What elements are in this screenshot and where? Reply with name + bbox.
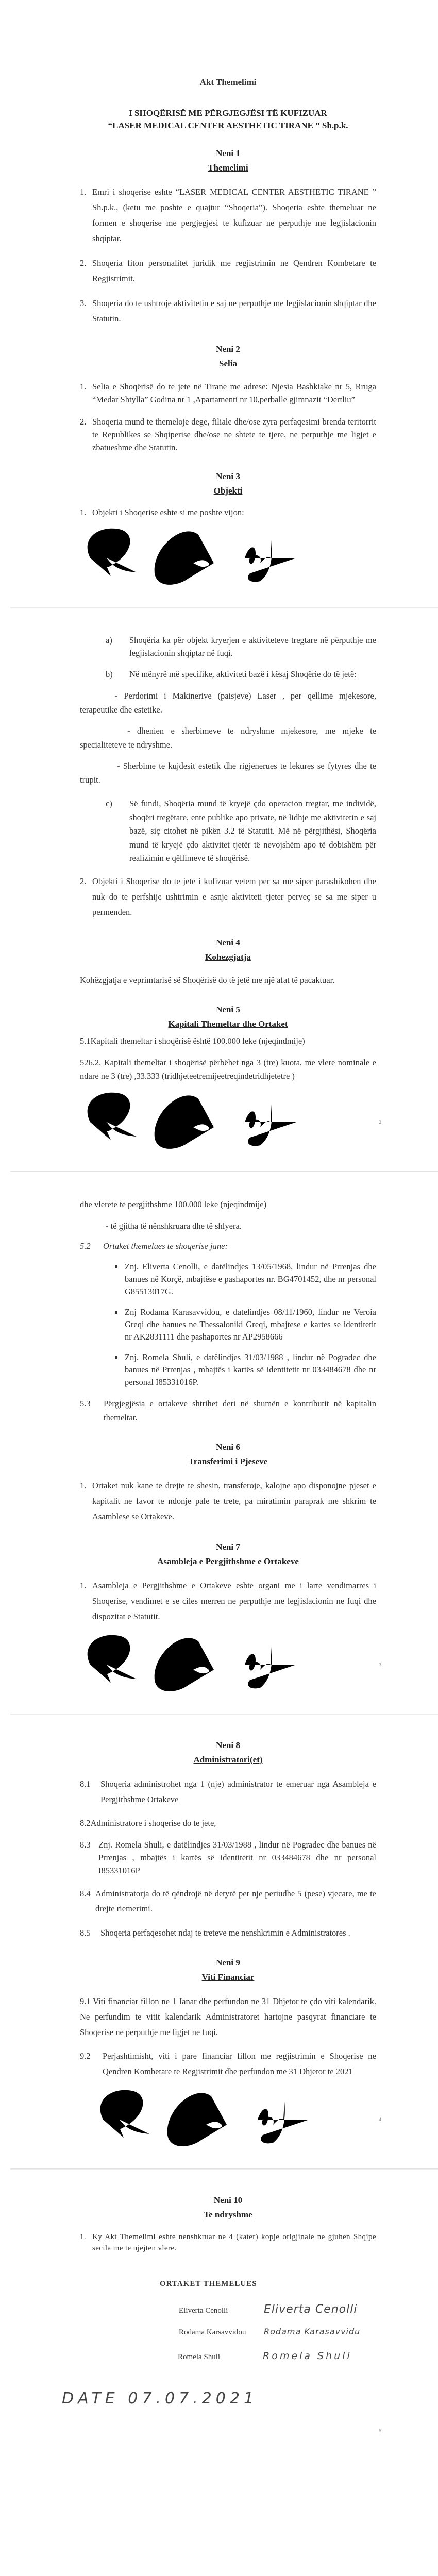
article-1-item-1-row: [80, 184, 376, 246]
article-1-item-1: Emri i shoqerise eshte “LASER MEDICAL CENTER AESTHETIC TIRANE ” Sh.p.k., (ketu me poshte e quajtur “Shoqeria”). Shoqeria eshte themeluar ne formen e shoqerise me pergjegjesi te kufizuar ne perputhje me legjislacionin shqiptar.: [92, 187, 376, 243]
article-8-p85: Shoqeria perfaqesohet ndaj te treteve me nenshkrimin e Administratores .: [100, 1927, 350, 1938]
article-3-item-c: Së fundi, Shoqëria mund të kryejë çdo operacion tregtar, me individë, shoqëri tregëtare, ente publike apo private, në lidhje me aktivitetin e saj bazë, siç citohet në pikën 3.2 të Statutit. Më në përgjithësi, Shoqëria mund të kryejë çdo aktivitet tjetër të nevojshëm apo të dobishëm për realizimin e qëllimeve të shoqërisë.: [129, 799, 376, 863]
partner-row: [115, 1306, 376, 1343]
article-7-item-1-row: [80, 1578, 376, 1624]
signatures: [80, 527, 296, 589]
activity-item: - Perdorimi i Makinerive (paisjeve) Laser , per qellime mjekesore, terapeutike dhe estetike.: [80, 691, 376, 715]
page-break: [10, 1714, 438, 1715]
section-number: 8.1: [80, 1778, 91, 1789]
section-number: 8.3: [80, 1839, 91, 1850]
article-3-item-1: Objekti i Shoqerise eshte si me poshte vijon:: [92, 507, 244, 517]
signatures: [93, 2089, 309, 2150]
list-number: 1.: [80, 1480, 87, 1490]
article-5-p52-row: [80, 1241, 376, 1251]
article-10-item-1: Ky Akt Themelimi eshte nenshkruar ne 4 (kater) kopje origjinale ne gjuhen Shqipe secila me te njejten vlere.: [92, 2232, 376, 2252]
article-6-item-1: Ortaket nuk kane te drejte te shesin, transferoje, kalojne apo disponojne pjeset e kapitalit ne favor te ndonje pale te trete, pa miratimin paraprak me shkrim te Asamblese se Ortakeve.: [92, 1480, 376, 1521]
article-8-p84: Administratorja do të qëndrojë në detyrë per nje periudhe 5 (pese) vjecare, me te drejte riemerimi.: [95, 1888, 376, 1913]
page-break: [10, 607, 438, 608]
article-8-p82: 8.2Administratore i shoqerise do te jete,: [80, 1818, 216, 1828]
partner-row: [115, 1351, 376, 1388]
article-8-title: Administratori(et): [193, 1754, 263, 1765]
article-9-p92-row: [80, 2048, 376, 2079]
article-3-item-1-row: [80, 507, 376, 518]
activity-item: - Sherbime te kujdesit estetik dhe rigjenerues te lekures se fytyres dhe te trupit.: [80, 761, 376, 785]
article-10-title: Te ndryshme: [204, 2209, 252, 2219]
article-6-item-1-row: [80, 1478, 376, 1524]
founders-block: [0, 2280, 376, 2408]
founder-row: [178, 2350, 376, 2374]
signature-row: [80, 1091, 381, 1156]
article-7-item-1: Asambleja e Pergjithshme e Ortakeve eshte organi me i larte vendimarres i Shoqerise, vendimet e se ciles merren ne perputhje me legjislacionin ne fuqi dhe dispozitat e Statutit.: [92, 1580, 376, 1621]
article-5-p53: Përgjegjësia e ortakeve shtrihet deri në shumën e kontributit në kapitalin themeltar.: [104, 1398, 376, 1422]
partner-item: Znj Rodama Karasavvidou, e datelindjes 08/11/1960, lindur ne Veroia Greqi dhe banues ne Thessaloniki Greqi, mbajtese e kartes se identitetit nr AK2831111 dhe pashaportes nr AP2958666: [125, 1307, 376, 1342]
company-title-line-1: I SHOQËRISË ME PËRGJEGJËSI TË KUFIZUAR: [129, 108, 327, 118]
article-1-item-2: Shoqeria fiton personalitet juridik me regjistrimin ne Qendren Kombetare te Regjistrimit.: [92, 258, 376, 283]
page-number: 2: [379, 1119, 381, 1125]
page-number: 3: [379, 1662, 381, 1667]
list-number: 2.: [80, 417, 87, 427]
article-3-item-2-row: [80, 874, 376, 920]
article-3-item-2: Objekti i Shoqerise do te jete i kufizuar vetem per sa me siper parashikohen dhe nuk do te perfshije ushtrimin e asnje aktiviteti tjeter perveç se sa me siper u permenden.: [92, 876, 376, 917]
page-number: 5: [379, 2428, 381, 2433]
article-3-item-b-row: [106, 668, 376, 681]
article-5-p52: Ortaket themelues te shoqerise jane:: [103, 1241, 228, 1251]
article-6-number: Neni 6: [216, 1442, 240, 1452]
article-1-title: Themelimi: [208, 163, 248, 173]
page-break: [10, 2168, 438, 2170]
article-5-paid: - të gjitha të nënshkruara dhe të shlyera.: [106, 1221, 242, 1231]
page-footer: [80, 2408, 381, 2449]
article-4-title: Kohezgjatja: [205, 952, 251, 962]
article-7-title: Asambleja e Pergjithshme e Ortakeve: [157, 1556, 299, 1566]
signature-row: [80, 1634, 381, 1698]
section-number: 5.2: [80, 1241, 91, 1251]
article-9-number: Neni 9: [216, 1957, 240, 1968]
article-8-p83: Znj. Romela Shuli, e datëlindjes 31/03/1988 , lindur në Pogradec dhe banues në Prrenjas , mbajtës i kartës së identitetit nr 033484678 dhe nr personal I85331016P: [98, 1839, 376, 1875]
founders-title: ORTAKET THEMELUES: [160, 2279, 257, 2288]
bullet-icon: [115, 1265, 117, 1268]
article-5-p53-row: [80, 1397, 376, 1425]
article-7-number: Neni 7: [216, 1541, 240, 1552]
section-number: 9.2: [80, 2050, 91, 2061]
article-8-number: Neni 8: [216, 1740, 240, 1750]
article-3-title: Objekti: [213, 486, 243, 496]
handwritten-name: Eliverta Cenolli: [264, 2302, 358, 2316]
article-2-item-1-row: [80, 380, 376, 406]
article-2-title: Selia: [219, 359, 237, 368]
article-8-p81-row: [80, 1776, 376, 1807]
bullet-icon: [115, 1356, 117, 1359]
article-9-p91: 9.1 Viti financiar fillon ne 1 Janar dhe perfundon ne 31 Dhjetor te çdo viti kalendarik. Ne perfundim te vitit kalendarik Administratoret hartojne pasqyrat financiare te Shoqerise ne perputhje me ligjet ne fuqi.: [80, 1996, 376, 2037]
founder-name: Eliverta Cenolli: [179, 2306, 228, 2315]
bullet-icon: [115, 1311, 117, 1314]
signatures: [80, 1634, 296, 1696]
article-8-p83-row: [80, 1838, 376, 1877]
article-2-item-2: Shoqeria mund te themeloje dege, filiale dhe/ose zyra perfaqesimi brenda teritorrit te Republikes se Shqiperise dhe/ose ne shtete te tjere, ne perputhje me ligjet e zbatueshme dhe Statutin.: [92, 417, 376, 452]
founder-row: [179, 2303, 376, 2327]
list-number: 1.: [80, 1580, 87, 1590]
list-letter: c): [106, 799, 112, 808]
list-letter: b): [106, 669, 113, 679]
signatures: [80, 1091, 296, 1153]
handwritten-date: DATE 07.07.2021: [62, 2389, 258, 2408]
article-9-p92: Perjashtimisht, viti i pare financiar fillon me regjistrimin e Shoqerise ne Qendren Kombetare te Regjistrimit dhe perfundon me 31 Dhjetor te 2021: [103, 2050, 376, 2076]
list-number: 1.: [80, 187, 87, 197]
list-number: 1.: [80, 507, 87, 517]
list-number: 2.: [80, 258, 87, 268]
article-2-number: Neni 2: [216, 344, 240, 354]
founder-row: [179, 2327, 376, 2350]
handwritten-name: Rodama Karasavvidu: [264, 2326, 361, 2336]
article-5-p526-cont: dhe vlerete te pergjithshme 100.000 leke (njeqindmije): [80, 1199, 267, 1209]
document-title: Akt Themelimi: [199, 77, 257, 87]
section-number: 8.5: [80, 1927, 91, 1938]
page-break: [10, 1171, 438, 1172]
handwritten-name: Romela Shuli: [263, 2350, 352, 2362]
article-6-title: Transferimi i Pjeseve: [188, 1456, 268, 1466]
article-1-number: Neni 1: [216, 148, 240, 158]
article-4-text: Kohëzgjatja e veprimtarisë së Shoqërisë do të jetë me një afat të pacaktuar.: [80, 975, 335, 985]
article-5-p526: 526.2. Kapitali themeltar i shoqërisë përbëhet nga 3 (tre) kuota, me vlere nominale e ndare ne 3 (tre) ,33.333 (tridhjeteetremijeetreqindetridhjetetre ): [80, 1057, 376, 1081]
founder-name: Romela Shuli: [178, 2352, 221, 2361]
section-number: 8.4: [80, 1888, 91, 1899]
article-3-item-b: Në mënyrë më specifike, aktiviteti bazë i kësaj Shoqërie do të jetë:: [129, 669, 357, 679]
signature-row: [80, 2089, 381, 2153]
list-number: 3.: [80, 298, 87, 308]
article-5-number: Neni 5: [216, 1004, 240, 1014]
article-2-item-2-row: [80, 415, 376, 454]
article-1-item-2-row: [80, 256, 376, 286]
partner-row: [115, 1261, 376, 1298]
list-letter: a): [106, 635, 112, 645]
activity-item: - dhenien e sherbimeve te ndryshme mjekesore, me mjeke te specialiteteve te ndryshme.: [80, 726, 376, 750]
article-8-p81: Shoqeria administrohet nga 1 (nje) administrator te emeruar nga Asambleja e Pergjithshme Ortakeve: [100, 1778, 376, 1804]
page-number: 4: [379, 2116, 381, 2122]
article-4-number: Neni 4: [216, 937, 240, 947]
founder-name: Rodama Karsavvidou: [179, 2328, 246, 2336]
article-5-title: Kapitali Themeltar dhe Ortaket: [168, 1019, 288, 1029]
article-3-item-c-row: [106, 797, 376, 866]
article-1-item-3-row: [80, 296, 376, 327]
article-2-item-1: Selia e Shoqërisë do te jete në Tirane me adrese: Njesia Bashkiake nr 5, Rruga “Medar Shtylla” Godina nr 1 ,Apartamenti nr 10,perballe gjimnazit “Dertliu”: [92, 382, 376, 404]
article-10-item-1-row: [80, 2231, 376, 2254]
article-8-p85-row: [80, 1925, 376, 1940]
article-10-number: Neni 10: [213, 2195, 243, 2205]
article-8-p84-row: [80, 1886, 376, 1916]
article-3-number: Neni 3: [216, 471, 240, 481]
signature-row: [80, 527, 376, 591]
partner-item: Znj. Romela Shuli, e datëlindjes 31/03/1988 , lindur në Pogradec dhe banues në Prrenjas , mbajtës i kartës së identitetit nr 033484678 dhe nr personal I85331016P.: [125, 1352, 376, 1387]
article-9-title: Viti Financiar: [201, 1972, 255, 1982]
list-number: 1.: [80, 2232, 87, 2241]
list-number: 2.: [80, 876, 87, 886]
company-title-line-2: “LASER MEDICAL CENTER AESTHETIC TIRANE ” Sh.p.k.: [108, 121, 348, 130]
article-5-p51: 5.1Kapitali themeltar i shoqërisë është 100.000 leke (njeqindmije): [80, 1036, 305, 1046]
article-1-item-3: Shoqeria do te ushtroje aktivitetin e saj ne perputhje me legjislacionin shqiptar dhe Statutin.: [92, 298, 376, 324]
article-3-item-a-row: [106, 634, 376, 659]
article-3-item-a: Shoqëria ka për objekt kryerjen e aktiviteteve tregtare në përputhje me legjislacionin shqiptar në fuqi.: [129, 635, 376, 658]
section-number: 5.3: [80, 1398, 91, 1409]
partner-item: Znj. Eliverta Cenolli, e datëlindjes 13/05/1968, lindur në Prrenjas dhe banues në Korçë, mbajtëse e pashaportes nr. BG4701452, dhe nr personal G85513017G.: [125, 1261, 376, 1296]
list-number: 1.: [80, 382, 87, 392]
